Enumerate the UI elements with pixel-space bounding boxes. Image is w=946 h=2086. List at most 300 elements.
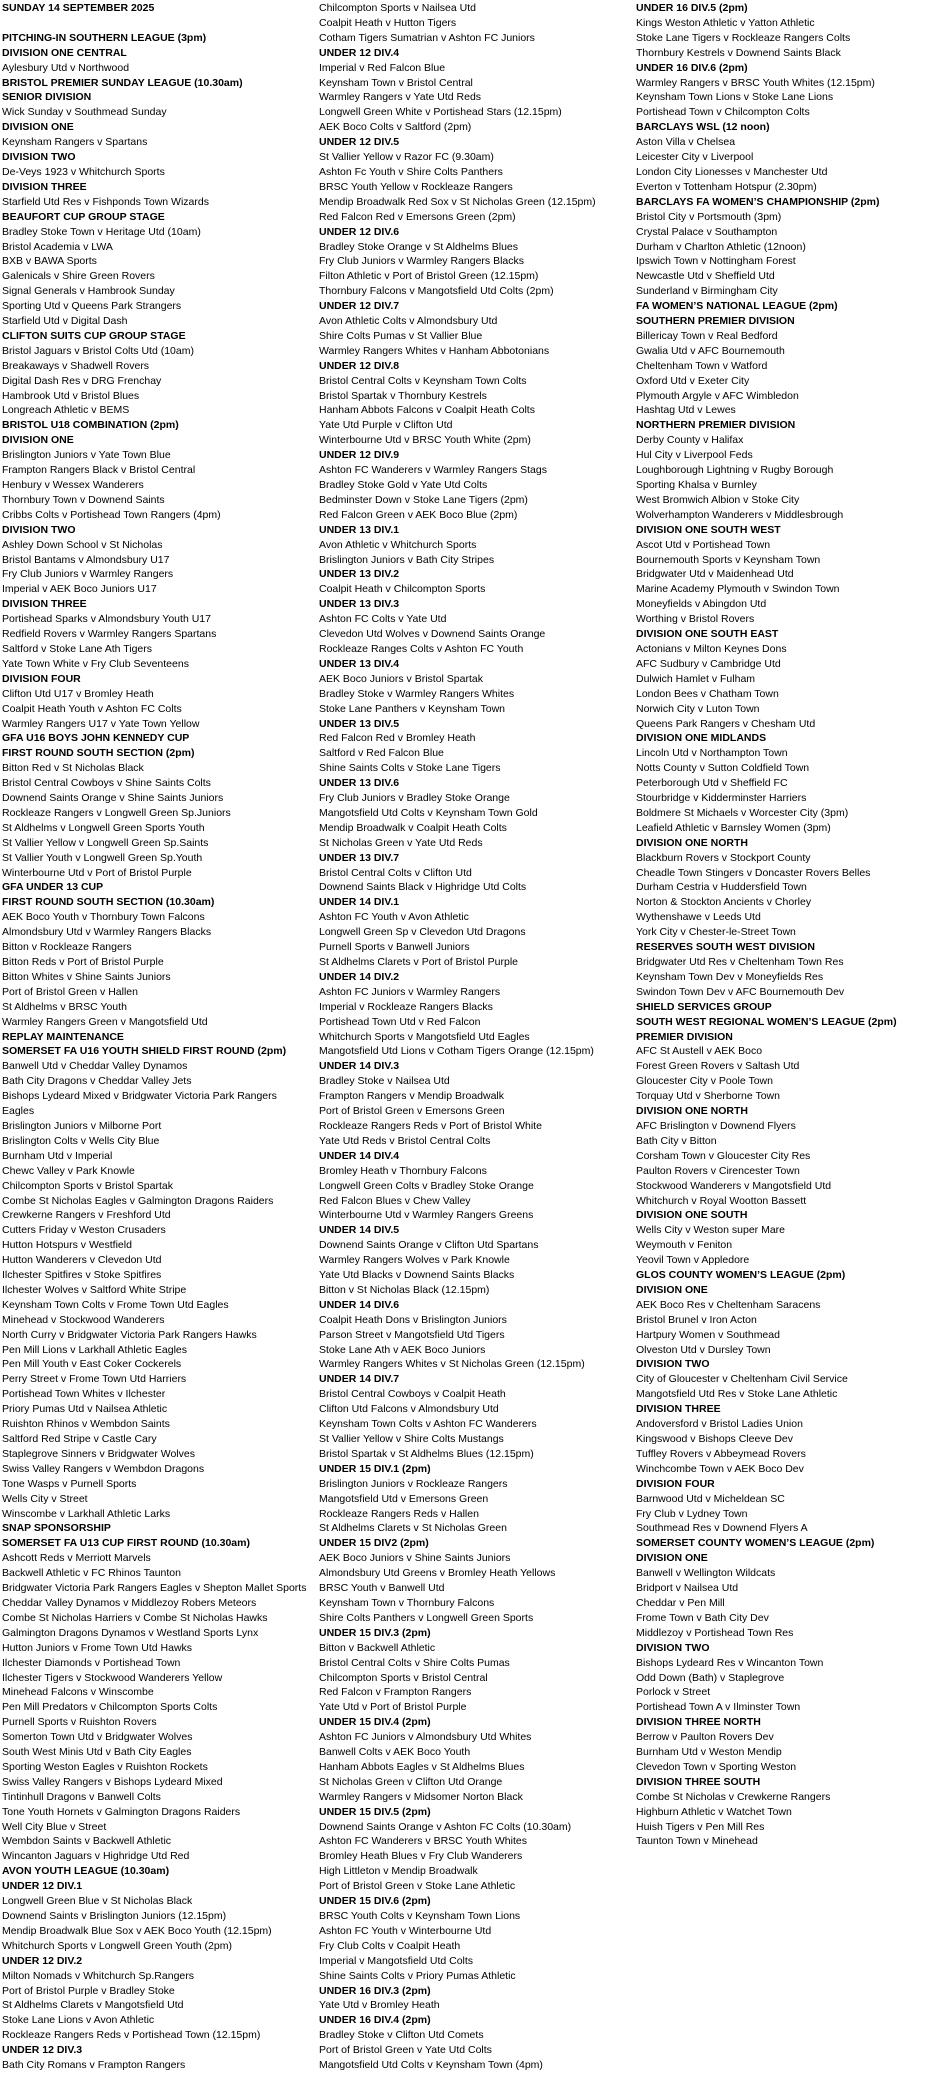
fixture-line: Warmley Rangers v Midsomer Norton Black (319, 1790, 523, 1803)
fixture-line: Whitchurch Sports v Mangotsfield Utd Eagles (319, 1030, 530, 1043)
fixture-line: Boldmere St Michaels v Worcester City (3pm) (636, 806, 849, 819)
fixture-line: Ashton FC Wanderers v BRSC Youth Whites (319, 1835, 527, 1848)
fixture-line: Downend Saints Orange v Ashton FC Colts (10.30am) (319, 1820, 572, 1833)
fixture-line: Parson Street v Mangotsfield Utd Tigers (319, 1328, 505, 1341)
fixture-line: Ascot Utd v Portishead Town (636, 538, 771, 551)
section-heading: UNDER 12 DIV.9 (319, 449, 400, 462)
fixture-line: Wolverhampton Wanderers v Middlesbrough (636, 508, 844, 521)
fixture-line: Hambrook Utd v Bristol Blues (2, 389, 140, 402)
fixture-line: Rockleaze Rangers Reds v Hallen (319, 1507, 479, 1520)
fixture-line: Starfield Utd v Digital Dash (2, 315, 128, 328)
fixture-line: London Bees v Chatham Town (636, 687, 779, 700)
fixture-line: Bristol City v Portsmouth (3pm) (636, 210, 782, 223)
fixture-line: Brislington Juniors v Yate Town Blue (2, 449, 171, 462)
section-heading: UNDER 16 DIV.3 (2pm) (319, 1984, 431, 1997)
section-heading: FIRST ROUND SOUTH SECTION (2pm) (2, 747, 195, 760)
fixture-line: Imperial v Mangotsfield Utd Colts (319, 1954, 474, 1967)
fixture-line: Filton Athletic v Port of Bristol Green (12.15pm) (319, 270, 539, 283)
fixture-line: Minehead Falcons v Winscombe (2, 1686, 154, 1699)
section-heading: DIVISION THREE NORTH (636, 1716, 761, 1729)
fixture-line: Fry Club Juniors v Bradley Stoke Orange (319, 792, 510, 805)
fixture-line: Downend Saints Black v Highridge Utd Colts (319, 881, 527, 894)
fixture-line: Banwell v Wellington Wildcats (636, 1567, 776, 1580)
section-heading: UNDER 12 DIV.5 (319, 136, 400, 149)
section-heading: UNDER 12 DIV.7 (319, 300, 400, 313)
fixture-line: Rockleaze Rangers Reds v Port of Bristol White (319, 1119, 542, 1132)
fixture-line: Swindon Town Dev v AFC Bournemouth Dev (636, 985, 845, 998)
section-heading: UNDER 13 DIV.5 (319, 717, 400, 730)
fixture-line: Frampton Rangers Black v Bristol Central (2, 464, 196, 477)
fixture-line: Corsham Town v Gloucester City Res (636, 1149, 811, 1162)
section-heading: DIVISION THREE SOUTH (636, 1775, 761, 1788)
section-heading: DIVISION ONE CENTRAL (2, 46, 127, 59)
fixture-line: Bristol Jaguars v Bristol Colts Utd (10am) (2, 344, 194, 357)
fixture-line: Wells City v Weston super Mare (636, 1224, 785, 1237)
fixture-line: Combe St Nicholas Eagles v Galmington Dragons Raiders (2, 1194, 274, 1207)
fixture-line: Durham v Charlton Athletic (12noon) (636, 240, 806, 253)
fixture-line: Taunton Town v Minehead (636, 1835, 758, 1848)
section-heading: SOUTH WEST REGIONAL WOMEN’S LEAGUE (2pm) (636, 1015, 897, 1028)
fixture-line: Huish Tigers v Pen Mill Res (636, 1820, 765, 1833)
fixture-line: Middlezoy v Portishead Town Res (636, 1626, 794, 1639)
fixture-line: Warmley Rangers Wolves v Park Knowle (319, 1254, 510, 1267)
fixture-line: Sunderland v Birmingham City (636, 285, 778, 298)
fixture-line: AFC Brislington v Downend Flyers (636, 1119, 796, 1132)
section-heading: UNDER 12 DIV.1 (2, 1880, 83, 1893)
fixture-line: Combe St Nicholas Harriers v Combe St Nicholas Hawks (2, 1611, 268, 1624)
fixture-line: Ashcott Reds v Merriott Marvels (2, 1552, 151, 1565)
fixture-line: Henbury v Wessex Wanderers (2, 479, 144, 491)
fixture-line: Bristol Spartak v Thornbury Kestrels (319, 389, 487, 402)
fixture-line: Well City Blue v Street (2, 1820, 107, 1833)
fixture-line: Newcastle Utd v Sheffield Utd (636, 270, 775, 283)
fixture-line: Banwell Colts v AEK Boco Youth (319, 1746, 471, 1759)
fixture-line: Bitton v Rockleaze Rangers (2, 941, 132, 954)
section-heading: DIVISION ONE (2, 121, 74, 134)
fixture-line: City of Gloucester v Cheltenham Civil Service (636, 1373, 848, 1386)
fixture-line: Yate Utd Purple v Clifton Utd (319, 419, 453, 432)
section-heading: SOUTHERN PREMIER DIVISION (636, 315, 795, 328)
fixture-line: London City Lionesses v Manchester Utd (636, 165, 828, 178)
fixture-line: Longwell Green Blue v St Nicholas Black (2, 1895, 193, 1908)
fixture-line: Forest Green Rovers v Saltash Utd (636, 1060, 800, 1073)
fixture-line: Shire Colts Panthers v Longwell Green Sports (319, 1611, 534, 1624)
fixture-line: Bishops Lydeard Res v Wincanton Town (636, 1656, 824, 1669)
fixture-line: Longwell Green Colts v Bradley Stoke Orange (319, 1179, 534, 1192)
fixture-line: Ilchester Diamonds v Portishead Town (2, 1656, 181, 1669)
fixture-line: Combe St Nicholas v Crewkerne Rangers (636, 1790, 831, 1803)
blank-line (2, 16, 309, 31)
fixture-line: Port of Bristol Green v Stoke Lane Athletic (319, 1880, 516, 1893)
section-heading: UNDER 13 DIV.3 (319, 598, 400, 611)
fixture-line: Bradley Stoke Town v Heritage Utd (10am) (2, 225, 201, 238)
fixture-line: Yate Town White v Fry Club Seventeens (2, 657, 189, 670)
fixture-line: BRSC Youth Yellow v Rockleaze Rangers (319, 180, 513, 193)
fixture-line: Bromley Heath Blues v Fry Club Wanderers (319, 1850, 523, 1863)
fixture-line: Almondsbury Utd v Warmley Rangers Blacks (2, 926, 212, 939)
section-heading: DIVISION THREE (2, 598, 87, 611)
fixture-line: Red Falcon Red v Bromley Heath (319, 732, 476, 745)
section-heading: UNDER 15 DIV.6 (2pm) (319, 1895, 431, 1908)
fixture-line: Coalpit Heath v Chilcompton Sports (319, 583, 486, 596)
section-heading: FIRST ROUND SOUTH SECTION (10.30am) (2, 896, 215, 909)
fixture-line: Mendip Broadwalk Red Sox v St Nicholas Green (12.15pm) (319, 195, 596, 208)
fixture-line: Stoke Lane Lions v Avon Athletic (2, 2014, 155, 2027)
fixture-line: Bradley Stoke v Nailsea Utd (319, 1075, 450, 1088)
section-heading: UNDER 14 DIV.6 (319, 1298, 400, 1311)
fixture-line: Winterbourne Utd v BRSC Youth White (2pm) (319, 434, 531, 447)
fixture-line: Ilchester Wolves v Saltford White Stripe (2, 1283, 187, 1296)
section-heading: SUNDAY 14 SEPTEMBER 2025 (2, 2, 155, 14)
fixture-line: Hutton Juniors v Frome Town Utd Hawks (2, 1641, 193, 1654)
fixture-line: Keynsham Town Colts v Frome Town Utd Eagles (2, 1298, 229, 1311)
fixture-line: Ilchester Spitfires v Stoke Spitfires (2, 1269, 162, 1282)
fixture-line: Breakaways v Shadwell Rovers (2, 359, 150, 372)
fixture-line: Signal Generals v Hambrook Sunday (2, 285, 175, 298)
fixture-line: Cotham Tigers Sumatrian v Ashton FC Juniors (319, 31, 535, 44)
fixture-line: Bristol Central Cowboys v Shine Saints Colts (2, 777, 211, 790)
fixture-line: Stoke Lane Tigers v Rockleaze Rangers Colts (636, 31, 851, 44)
fixture-line: Purnell Sports v Ruishton Rovers (2, 1716, 157, 1729)
fixture-line: Bitton v Backwell Athletic (319, 1641, 436, 1654)
section-heading: SHIELD SERVICES GROUP (636, 1000, 772, 1013)
fixture-line: Thornbury Falcons v Mangotsfield Utd Colts (2pm) (319, 285, 554, 298)
section-heading: DIVISION TWO (636, 1641, 710, 1654)
section-heading: UNDER 14 DIV.1 (319, 896, 400, 909)
fixture-line: Warmley Rangers U17 v Yate Town Yellow (2, 717, 200, 730)
section-heading: BARCLAYS WSL (12 noon) (636, 121, 770, 134)
fixture-line: Mangotsfield Utd v Emersons Green (319, 1492, 489, 1505)
fixture-line: West Bromwich Albion v Stoke City (636, 493, 800, 506)
fixture-line: Odd Down (Bath) v Staplegrove (636, 1671, 785, 1684)
fixture-line: St Aldhelms Clarets v Mangotsfield Utd (2, 1999, 184, 2012)
fixture-line: Queens Park Rangers v Chesham Utd (636, 717, 816, 730)
fixture-line: Winterbourne Utd v Warmley Rangers Greens (319, 1209, 534, 1222)
fixture-line: Shine Saints Colts v Priory Pumas Athletic (319, 1969, 516, 1982)
fixture-line: Portishead Town A v Ilminster Town (636, 1701, 801, 1714)
fixture-line: Saltford v Stoke Lane Ath Tigers (2, 642, 153, 655)
fixture-line: Starfield Utd Res v Fishponds Town Wizards (2, 195, 209, 208)
fixture-line: Ipswich Town v Nottingham Forest (636, 255, 796, 268)
section-heading: UNDER 15 DIV.4 (2pm) (319, 1716, 431, 1729)
fixture-line: Port of Bristol Green v Emersons Green (319, 1105, 505, 1118)
section-heading: DIVISION FOUR (636, 1477, 715, 1490)
fixture-line: North Curry v Bridgwater Victoria Park Rangers Hawks (2, 1328, 257, 1341)
fixture-line: Swiss Valley Rangers v Bishops Lydeard Mixed (2, 1775, 223, 1788)
fixture-line: Hutton Hotspurs v Westfield (2, 1239, 132, 1252)
section-heading: UNDER 12 DIV.4 (319, 46, 400, 59)
fixture-line: Yate Utd Reds v Bristol Central Colts (319, 1134, 491, 1147)
section-heading: DIVISION TWO (636, 1358, 710, 1371)
fixture-line: Cutters Friday v Weston Crusaders (2, 1224, 166, 1237)
section-heading: DIVISION TWO (2, 151, 76, 164)
fixture-line: Bristol Spartak v St Aldhelms Blues (12.15pm) (319, 1447, 534, 1460)
fixture-line: Frome Town v Bath City Dev (636, 1611, 769, 1624)
fixture-line: Lincoln Utd v Northampton Town (636, 747, 788, 760)
fixture-line: BRSC Youth Colts v Keynsham Town Lions (319, 1910, 521, 1922)
fixture-line: Clevedon Utd Wolves v Downend Saints Orange (319, 628, 546, 641)
fixture-line: Avon Athletic v Whitchurch Sports (319, 538, 477, 551)
fixture-line: Backwell Athletic v FC Rhinos Taunton (2, 1567, 181, 1580)
fixture-line: Bristol Central Colts v Shire Colts Pumas (319, 1656, 510, 1669)
fixture-line: Bitton Reds v Port of Bristol Purple (2, 956, 164, 968)
section-heading: DIVISION ONE (636, 1283, 708, 1296)
fixture-line: Bradley Stoke v Clifton Utd Comets (319, 2029, 484, 2042)
fixture-line: Mendip Broadwalk v Coalpit Heath Colts (319, 821, 507, 834)
fixture-line: Wick Sunday v Southmead Sunday (2, 106, 167, 119)
section-heading: UNDER 12 DIV.3 (2, 2044, 83, 2057)
fixture-line: Mendip Broadwalk Blue Sox v AEK Boco Youth (12.15pm) (2, 1924, 272, 1937)
fixture-line: St Aldhelms v BRSC Youth (2, 1000, 127, 1013)
section-heading: SENIOR DIVISION (2, 91, 92, 104)
fixture-line: Downend Saints Orange v Clifton Utd Spartans (319, 1239, 539, 1252)
section-heading: DIVISION ONE MIDLANDS (636, 732, 767, 745)
section-heading: GLOS COUNTY WOMEN’S LEAGUE (2pm) (636, 1269, 846, 1282)
fixture-line: South West Minis Utd v Bath City Eagles (2, 1746, 192, 1759)
section-heading: NORTHERN PREMIER DIVISION (636, 419, 796, 432)
fixture-line: Chilcompton Sports v Bristol Spartak (2, 1179, 173, 1192)
fixture-line: St Aldhelms v Longwell Green Sports Youth (2, 821, 205, 834)
fixture-line: Bath City Dragons v Cheddar Valley Jets (2, 1075, 192, 1088)
fixture-line: Southmead Res v Downend Flyers A (636, 1522, 808, 1535)
section-heading: UNDER 14 DIV.5 (319, 1224, 400, 1237)
fixture-line: Durham Cestria v Huddersfield Town (636, 881, 807, 894)
fixture-line: Fry Club Juniors v Warmley Rangers (2, 568, 174, 581)
fixture-line: Rockleaze Ranges Colts v Ashton FC Youth (319, 642, 524, 655)
section-heading: UNDER 14 DIV.2 (319, 970, 400, 983)
section-heading: CLIFTON SUITS CUP GROUP STAGE (2, 329, 186, 342)
section-heading: SOMERSET FA U16 YOUTH SHIELD FIRST ROUND (2pm) (2, 1045, 287, 1058)
fixture-line: Mangotsfield Utd Colts v Keynsham Town Gold (319, 806, 538, 819)
section-heading: UNDER 15 DIV2 (2pm) (319, 1537, 429, 1550)
fixture-line: Cheddar v Pen Mill (636, 1596, 725, 1609)
fixture-line: Fry Club Juniors v Warmley Rangers Blacks (319, 255, 524, 268)
fixture-line: Warmley Rangers Green v Mangotsfield Utd (2, 1015, 208, 1028)
section-heading: SOMERSET FA U13 CUP FIRST ROUND (10.30am) (2, 1537, 250, 1550)
fixture-line: Gloucester City v Poole Town (636, 1075, 773, 1088)
fixture-line: Coalpit Heath v Hutton Tigers (319, 16, 457, 29)
fixture-line: Ashton FC Juniors v Warmley Rangers (319, 985, 501, 998)
fixture-line: Wembdon Saints v Backwell Athletic (2, 1835, 172, 1848)
fixture-line: Actonians v Milton Keynes Dons (636, 642, 787, 655)
fixture-line: Bitton Red v St Nicholas Black (2, 762, 144, 775)
fixture-line: Bromley Heath v Thornbury Falcons (319, 1164, 487, 1177)
fixture-line: Aylesbury Utd v Northwood (2, 61, 130, 74)
fixture-line: Imperial v Red Falcon Blue (319, 61, 446, 74)
fixture-line: Galmington Dragons Dynamos v Westland Sports Lynx (2, 1626, 259, 1639)
fixture-line: Coalpit Heath Youth v Ashton FC Colts (2, 702, 182, 715)
fixture-line: Hutton Wanderers v Clevedon Utd (2, 1254, 162, 1267)
section-heading: UNDER 16 DIV.4 (2pm) (319, 2014, 431, 2027)
fixture-line: Brislington Juniors v Milborne Port (2, 1119, 162, 1132)
fixture-line: St Vallier Yellow v Razor FC (9.30am) (319, 151, 494, 164)
section-heading: BARCLAYS FA WOMEN’S CHAMPIONSHIP (2pm) (636, 195, 880, 208)
fixture-line: Avon Athletic Colts v Almondsbury Utd (319, 315, 498, 328)
section-heading: DIVISION ONE NORTH (636, 836, 749, 849)
fixture-line: Longwell Green Sp v Clevedon Utd Dragons (319, 926, 526, 939)
fixture-line: Bridgwater Utd Res v Cheltenham Town Res (636, 956, 844, 968)
fixture-line: Ashton FC Juniors v Almondsbury Utd Whites (319, 1731, 532, 1744)
section-heading: PITCHING-IN SOUTHERN LEAGUE (3pm) (2, 31, 207, 44)
fixture-line: Porlock v Street (636, 1686, 711, 1699)
fixture-line: Keynsham Town v Bristol Central (319, 76, 473, 89)
fixture-line: Everton v Tottenham Hotspur (2.30pm) (636, 180, 817, 193)
fixture-line: Paulton Rovers v Cirencester Town (636, 1164, 800, 1177)
fixture-line: Portishead Sparks v Almondsbury Youth U17 (2, 613, 211, 626)
fixture-line: Yate Utd v Bromley Heath (319, 1999, 440, 2012)
fixture-line: Almondsbury Utd Greens v Bromley Heath Yellows (319, 1567, 556, 1580)
fixture-line: Hashtag Utd v Lewes (636, 404, 736, 417)
fixture-line: Bristol Central Colts v Keynsham Town Colts (319, 374, 527, 387)
fixture-line: Ashton FC Youth v Avon Athletic (319, 911, 469, 924)
fixture-line: Crewkerne Rangers v Freshford Utd (2, 1209, 171, 1222)
fixture-line: Bath City v Bitton (636, 1134, 717, 1147)
fixture-line: Shire Colts Pumas v St Vallier Blue (319, 329, 483, 342)
fixture-line: Saltford v Red Falcon Blue (319, 747, 444, 760)
fixture-line: Stourbridge v Kidderminster Harriers (636, 792, 807, 805)
fixture-line: Keynsham Town v Thornbury Falcons (319, 1596, 495, 1609)
fixture-line: Imperial v AEK Boco Juniors U17 (2, 583, 157, 596)
fixture-line: Stoke Lane Ath v AEK Boco Juniors (319, 1343, 486, 1356)
fixture-line: Tone Wasps v Purnell Sports (2, 1477, 137, 1490)
section-heading: AVON YOUTH LEAGUE (10.30am) (2, 1865, 170, 1878)
fixture-line: Hartpury Women v Southmead (636, 1328, 780, 1341)
fixture-line: Bridgwater Victoria Park Rangers Eagles v Shepton Mallet Sports (2, 1582, 307, 1595)
fixture-line: Marine Academy Plymouth v Swindon Town (636, 583, 840, 596)
fixture-line: Port of Bristol Green v Yate Utd Colts (319, 2044, 492, 2057)
section-heading: DIVISION ONE SOUTH WEST (636, 523, 781, 536)
section-heading: DIVISION ONE SOUTH EAST (636, 628, 779, 641)
fixture-line: Fry Club Colts v Coalpit Heath (319, 1939, 461, 1952)
fixture-line: Port of Bristol Purple v Bradley Stoke (2, 1984, 175, 1997)
fixture-line: Imperial v Rockleaze Rangers Blacks (319, 1000, 493, 1013)
fixture-line: Ashton Fc Youth v Shire Colts Panthers (319, 165, 503, 178)
fixture-line: BRSC Youth v Banwell Utd (319, 1582, 445, 1595)
fixture-line: Bridport v Nailsea Utd (636, 1582, 739, 1595)
section-heading: DIVISION THREE (636, 1403, 721, 1416)
fixture-line: Stoke Lane Panthers v Keynsham Town (319, 702, 506, 715)
section-heading: UNDER 13 DIV.2 (319, 568, 400, 581)
fixture-line: Bath City Romans v Frampton Rangers (2, 2059, 186, 2072)
fixture-line: St Nicholas Green v Yate Utd Reds (319, 836, 483, 849)
fixture-line: Worthing v Bristol Rovers (636, 613, 755, 626)
fixture-line: Winscombe v Larkhall Athletic Larks (2, 1507, 171, 1520)
fixture-line: Wells City v Street (2, 1492, 88, 1505)
section-heading: UNDER 13 DIV.1 (319, 523, 400, 536)
fixture-line: Ashton FC Colts v Yate Utd (319, 613, 447, 626)
fixture-line: AFC St Austell v AEK Boco (636, 1045, 763, 1058)
fixture-line: AEK Boco Colts v Saltford (2pm) (319, 121, 472, 134)
fixture-line: Norton & Stockton Ancients v Chorley (636, 896, 812, 909)
fixture-line: Berrow v Paulton Rovers Dev (636, 1731, 774, 1744)
fixture-line: Ruishton Rhinos v Wembdon Saints (2, 1418, 170, 1431)
fixture-line: Ashton FC Wanderers v Warmley Rangers Stags (319, 464, 547, 477)
fixture-line: Sporting Weston Eagles v Ruishton Rockets (2, 1760, 208, 1773)
fixture-line: St Aldhelms Clarets v St Nicholas Green (319, 1522, 507, 1535)
section-heading: GFA UNDER 13 CUP (2, 881, 104, 894)
fixture-line: Bridgwater Utd v Maidenhead Utd (636, 568, 794, 581)
fixture-line: Bristol Central Colts v Clifton Utd (319, 866, 472, 879)
fixture-line: Digital Dash Res v DRG Frenchay (2, 374, 162, 387)
fixture-line: Dulwich Hamlet v Fulham (636, 672, 756, 685)
fixture-line: Leicester City v Liverpool (636, 151, 754, 164)
fixture-line: Hanham Abbots Falcons v Coalpit Heath Colts (319, 404, 535, 417)
fixture-line: Cheadle Town Stingers v Doncaster Rovers Belles (636, 866, 871, 879)
fixture-line: Peterborough Utd v Sheffield FC (636, 777, 788, 790)
fixture-line: Bristol Bantams v Almondsbury U17 (2, 553, 170, 566)
fixture-line: Minehead v Stockwood Wanderers (2, 1313, 165, 1326)
fixture-line: Frampton Rangers v Mendip Broadwalk (319, 1090, 505, 1103)
fixture-line: Milton Nomads v Whitchurch Sp.Rangers (2, 1969, 194, 1982)
fixture-line: Coalpit Heath Dons v Brislington Juniors (319, 1313, 507, 1326)
fixture-line: St Aldhelms Clarets v Port of Bristol Purple (319, 956, 518, 968)
fixture-line: Bradley Stoke v Warmley Rangers Whites (319, 687, 515, 700)
fixture-line: AFC Sudbury v Cambridge Utd (636, 657, 781, 670)
fixture-line: Mangotsfield Utd Res v Stoke Lane Athletic (636, 1388, 838, 1401)
fixture-line: Cribbs Colts v Portishead Town Rangers (4pm) (2, 508, 221, 521)
section-heading: DIVISION ONE (2, 434, 74, 447)
fixture-line: Portishead Town v Chilcompton Colts (636, 106, 810, 119)
fixture-line: Bradley Stoke Gold v Yate Utd Colts (319, 479, 488, 491)
fixture-line: Andoversford v Bristol Ladies Union (636, 1418, 803, 1431)
fixture-line: Brislington Colts v Wells City Blue (2, 1134, 160, 1147)
fixture-line: High Littleton v Mendip Broadwalk (319, 1865, 478, 1878)
fixture-line: St Vallier Yellow v Shire Colts Mustangs (319, 1433, 504, 1445)
section-heading: UNDER 12 DIV.6 (319, 225, 400, 238)
fixture-line: Redfield Rovers v Warmley Rangers Spartans (2, 628, 217, 641)
fixture-line: St Nicholas Green v Clifton Utd Orange (319, 1775, 503, 1788)
section-heading: UNDER 13 DIV.6 (319, 777, 400, 790)
section-heading: UNDER 12 DIV.8 (319, 359, 400, 372)
fixture-line: Banwell Utd v Cheddar Valley Dynamos (2, 1060, 188, 1073)
fixture-line: Ashley Down School v St Nicholas (2, 538, 163, 551)
fixture-line: AEK Boco Juniors v Shine Saints Juniors (319, 1552, 511, 1565)
fixture-line: Barnwood Utd v Micheldean SC (636, 1492, 785, 1505)
fixture-line: Clifton Utd Falcons v Almondsbury Utd (319, 1403, 499, 1416)
section-heading: SNAP SPONSORSHIP (2, 1522, 111, 1535)
fixture-line: Burnham Utd v Weston Mendip (636, 1746, 782, 1759)
fixture-line: Aston Villa v Chelsea (636, 136, 736, 149)
fixture-line: Leafield Athletic v Barnsley Women (3pm) (636, 821, 831, 834)
fixture-line: Swiss Valley Rangers v Wembdon Dragons (2, 1462, 205, 1475)
fixture-line: Clevedon Town v Sporting Weston (636, 1760, 797, 1773)
fixture-line: Perry Street v Frome Town Utd Harriers (2, 1373, 187, 1386)
fixture-line: Winchcombe Town v AEK Boco Dev (636, 1462, 804, 1475)
fixture-line: Cheltenham Town v Watford (636, 359, 768, 372)
fixture-line: Bedminster Down v Stoke Lane Tigers (2pm) (319, 493, 528, 506)
fixture-line: Ilchester Tigers v Stockwood Wanderers Yellow (2, 1671, 223, 1684)
fixture-line: Kings Weston Athletic v Yatton Athletic (636, 16, 815, 29)
section-heading: GFA U16 BOYS JOHN KENNEDY CUP (2, 732, 190, 745)
fixture-line: Ashton FC Youth v Winterbourne Utd (319, 1924, 492, 1937)
fixture-line: Bournemouth Sports v Keynsham Town (636, 553, 821, 566)
fixture-line: Winterbourne Utd v Port of Bristol Purple (2, 866, 192, 879)
fixture-line: Olveston Utd v Dursley Town (636, 1343, 771, 1356)
fixture-line: Warmley Rangers v BRSC Youth Whites (12.15pm) (636, 76, 875, 89)
fixture-line: Keynsham Rangers v Spartans (2, 136, 148, 149)
section-heading: UNDER 16 DIV.5 (2pm) (636, 2, 748, 14)
fixture-line: Shine Saints Colts v Stoke Lane Tigers (319, 762, 501, 775)
fixture-line: Tone Youth Hornets v Galmington Dragons Raiders (2, 1805, 241, 1818)
fixture-line: Tuffley Rovers v Abbeymead Rovers (636, 1447, 806, 1460)
fixture-line: Billericay Town v Real Bedford (636, 329, 778, 342)
fixture-line: BXB v BAWA Sports (2, 255, 97, 268)
section-heading: UNDER 14 DIV.3 (319, 1060, 400, 1073)
fixture-line: St Vallier Youth v Longwell Green Sp.Youth (2, 851, 203, 864)
section-heading: UNDER 16 DIV.6 (2pm) (636, 61, 748, 74)
fixture-line: Pen Mill Predators v Chilcompton Sports Colts (2, 1701, 218, 1714)
section-heading: UNDER 14 DIV.7 (319, 1373, 400, 1386)
